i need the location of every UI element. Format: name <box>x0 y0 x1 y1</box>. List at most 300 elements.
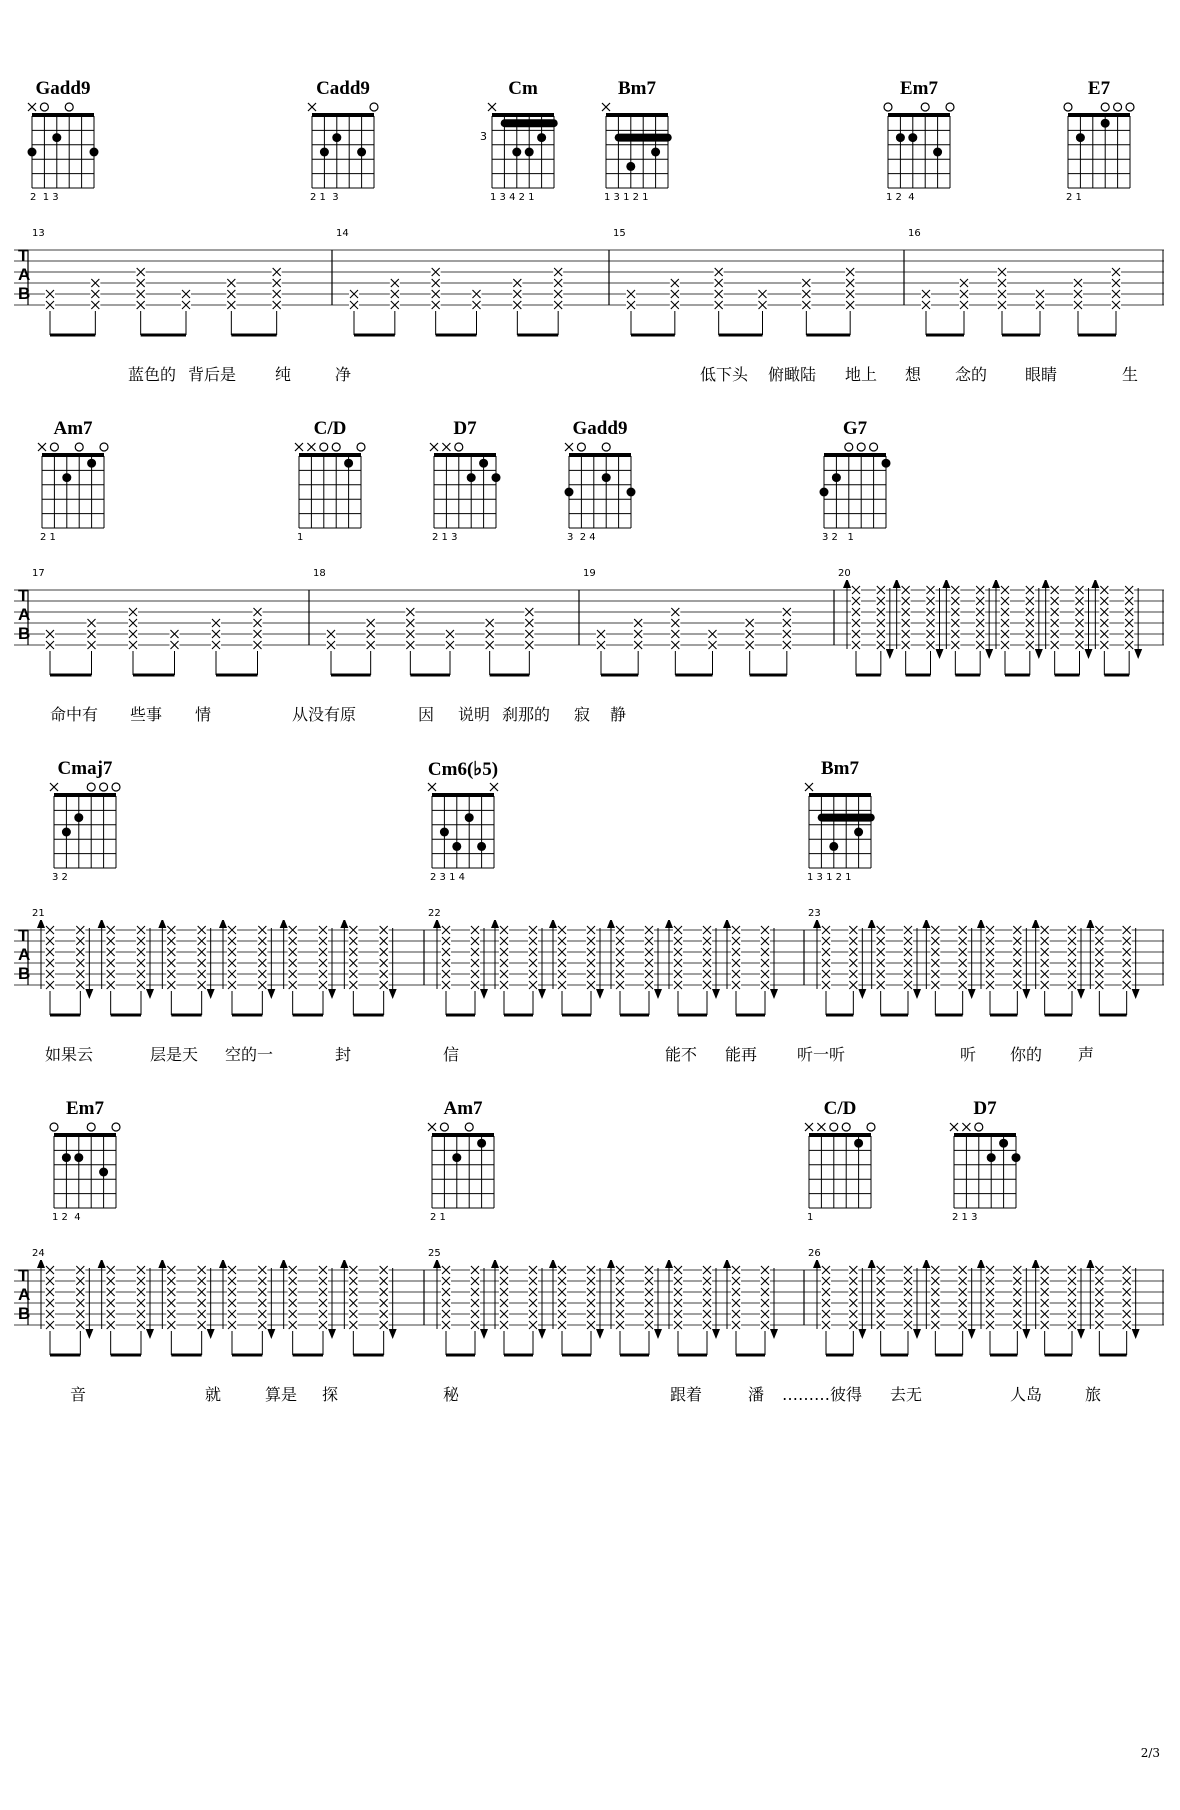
strum-stroke <box>1042 580 1060 675</box>
measure-number: 21 <box>32 908 45 919</box>
finger-dot <box>1101 119 1110 128</box>
strum-stroke <box>644 1265 662 1355</box>
strum-stroke <box>553 267 563 335</box>
chord-name: D7 <box>453 418 477 439</box>
muted-string-mark <box>430 443 438 451</box>
chord-name: Em7 <box>66 1098 104 1119</box>
barre-mark <box>615 134 672 142</box>
lyric-text: 算是 <box>265 1385 298 1404</box>
open-string-mark <box>40 103 48 111</box>
chord-name: C/D <box>313 418 347 439</box>
finger-dot <box>987 1153 996 1162</box>
strum-stroke <box>170 629 180 675</box>
strum-stroke <box>813 920 831 1015</box>
strum-stroke <box>470 1265 488 1355</box>
strum-stroke <box>491 920 509 1015</box>
strum-stroke <box>37 920 55 1015</box>
strum-stroke <box>922 920 940 1015</box>
strum-stroke <box>633 618 643 675</box>
tab-staff-system <box>14 908 1164 990</box>
strum-stroke <box>433 920 451 1015</box>
lyric-text: 能再 <box>725 1045 758 1064</box>
lyric-text: 去无 <box>890 1385 923 1404</box>
muted-string-mark <box>295 443 303 451</box>
tab-clef-label: TAB <box>18 1266 31 1323</box>
strum-stroke <box>366 618 376 675</box>
strum-stroke <box>379 925 397 1015</box>
strum-stroke <box>1086 1260 1104 1355</box>
strum-stroke <box>868 1260 886 1355</box>
muted-string-mark <box>488 103 496 111</box>
muted-string-mark <box>602 103 610 111</box>
open-string-mark <box>87 1123 95 1131</box>
muted-string-mark <box>428 783 436 791</box>
finger-numbers: 1 3 4 2 1 <box>490 192 535 203</box>
open-string-mark <box>1064 103 1072 111</box>
strum-stroke <box>702 1265 720 1355</box>
open-string-mark <box>921 103 929 111</box>
finger-dot <box>467 473 476 482</box>
strum-stroke <box>670 278 680 335</box>
finger-dot <box>479 459 488 468</box>
finger-numbers: 2 1 <box>40 532 56 543</box>
strum-stroke <box>702 925 720 1015</box>
lyric-text: 因 <box>418 705 435 724</box>
strum-stroke <box>318 925 336 1015</box>
strum-stroke <box>75 1265 93 1355</box>
strum-stroke <box>926 585 944 675</box>
strum-stroke <box>390 278 400 335</box>
finger-numbers: 1 <box>807 1212 814 1223</box>
tab-clef-label: TAB <box>18 246 31 303</box>
lyric-text: 听一听 <box>797 1045 846 1064</box>
lyric-text: 净 <box>335 365 352 384</box>
lyric-text: 探 <box>322 1385 339 1404</box>
strum-stroke <box>921 289 931 335</box>
lyric-text: 你的 <box>1010 1045 1043 1064</box>
open-string-mark <box>50 1123 58 1131</box>
strum-stroke <box>714 267 724 335</box>
open-string-mark <box>370 103 378 111</box>
measure-number: 15 <box>613 228 626 239</box>
strum-stroke <box>445 629 455 675</box>
lyric-text: 背后是 <box>188 365 237 384</box>
lyric-text: 旅 <box>1085 1385 1102 1404</box>
strum-stroke <box>226 278 236 335</box>
lyric-text: 纯 <box>275 365 292 384</box>
finger-dot <box>452 842 461 851</box>
muted-string-mark <box>38 443 46 451</box>
open-string-mark <box>65 103 73 111</box>
muted-string-mark <box>490 783 498 791</box>
lyric-text: 能不 <box>665 1045 698 1064</box>
strum-stroke <box>219 920 237 1015</box>
open-string-mark <box>842 1123 850 1131</box>
strum-stroke <box>745 618 755 675</box>
strum-stroke <box>665 920 683 1015</box>
strum-stroke <box>670 607 680 675</box>
strum-stroke <box>197 925 215 1015</box>
open-string-mark <box>845 443 853 451</box>
lyric-text: ………彼得 <box>782 1385 863 1404</box>
open-string-mark <box>100 783 108 791</box>
strum-stroke <box>942 580 960 675</box>
open-string-mark <box>830 1123 838 1131</box>
tab-staff-system <box>14 568 1164 650</box>
lyric-text: 如果云 <box>45 1045 94 1064</box>
lyric-text: 蓝色的 <box>128 365 177 384</box>
strum-stroke <box>75 925 93 1015</box>
finger-dot <box>651 148 660 157</box>
strum-stroke <box>491 1260 509 1355</box>
lyric-text: 音 <box>70 1385 87 1404</box>
strum-stroke <box>876 585 894 675</box>
strum-stroke <box>340 920 358 1015</box>
finger-dot <box>477 1139 486 1148</box>
strum-stroke <box>431 267 441 335</box>
lyric-text: 声 <box>1078 1045 1095 1064</box>
finger-dot <box>87 459 96 468</box>
finger-dot <box>62 828 71 837</box>
open-string-mark <box>602 443 610 451</box>
muted-string-mark <box>565 443 573 451</box>
strum-stroke <box>158 920 176 1015</box>
strum-stroke <box>1075 585 1093 675</box>
strum-stroke <box>136 1265 154 1355</box>
strum-stroke <box>723 920 741 1015</box>
muted-string-mark <box>817 1123 825 1131</box>
strum-stroke <box>272 267 282 335</box>
lyric-text: 念的 <box>955 365 988 384</box>
finger-numbers: 2 1 3 <box>952 1212 978 1223</box>
lyric-text: 命中有 <box>50 705 99 724</box>
open-string-mark <box>1101 103 1109 111</box>
finger-dot <box>882 459 891 468</box>
lyric-text: 些事 <box>130 705 163 724</box>
muted-string-mark <box>308 103 316 111</box>
strum-stroke <box>922 1260 940 1355</box>
finger-dot <box>854 828 863 837</box>
muted-string-mark <box>962 1123 970 1131</box>
strum-stroke <box>1012 925 1030 1015</box>
strum-stroke <box>708 629 718 675</box>
chord-name: Gadd9 <box>572 418 628 439</box>
strum-stroke <box>280 1260 298 1355</box>
muted-string-mark <box>428 1123 436 1131</box>
strum-stroke <box>782 607 792 675</box>
strum-stroke <box>197 1265 215 1355</box>
tab-staff-system <box>14 1248 1164 1330</box>
strum-stroke <box>1111 267 1121 335</box>
strum-stroke <box>1073 278 1083 335</box>
strum-stroke <box>1025 585 1043 675</box>
chord-name: D7 <box>973 1098 997 1119</box>
finger-dot <box>565 488 574 497</box>
strum-stroke <box>349 289 359 335</box>
finger-dot <box>320 148 329 157</box>
strum-stroke <box>845 267 855 335</box>
tab-staff <box>14 920 1164 1040</box>
chord-name: Bm7 <box>821 758 859 779</box>
strum-stroke <box>626 289 636 335</box>
finger-dot <box>52 133 61 142</box>
chord-name: G7 <box>842 418 868 439</box>
strum-stroke <box>644 925 662 1015</box>
finger-dot <box>908 133 917 142</box>
open-string-mark <box>867 1123 875 1131</box>
lyric-text: 就 <box>205 1385 222 1404</box>
strum-stroke <box>596 629 606 675</box>
fret-number: 3 <box>480 130 487 143</box>
lyric-text: 层是天 <box>150 1045 199 1064</box>
strum-stroke <box>959 278 969 335</box>
measure-number: 24 <box>32 1248 45 1259</box>
page-number: 2/3 <box>1140 1746 1160 1760</box>
open-string-mark <box>577 443 585 451</box>
lyric-text: 低下头 <box>700 365 749 384</box>
strum-stroke <box>98 920 116 1015</box>
muted-string-mark <box>805 1123 813 1131</box>
lyric-text: 潘 <box>748 1385 765 1404</box>
measure-number: 14 <box>336 228 349 239</box>
open-string-mark <box>50 443 58 451</box>
strum-stroke <box>607 920 625 1015</box>
lyric-text: 说明 <box>458 705 491 724</box>
finger-dot <box>28 148 37 157</box>
muted-string-mark <box>307 443 315 451</box>
strum-stroke <box>1032 920 1050 1015</box>
open-string-mark <box>112 1123 120 1131</box>
finger-dot <box>90 148 99 157</box>
chord-name: Cm <box>508 78 538 99</box>
finger-dot <box>452 1153 461 1162</box>
strum-stroke <box>1122 925 1140 1015</box>
strum-stroke <box>219 1260 237 1355</box>
finger-dot <box>74 1153 83 1162</box>
lyric-text: 俯瞰陆 <box>768 365 817 384</box>
strum-stroke <box>813 1260 831 1355</box>
measure-number: 26 <box>808 1248 821 1259</box>
finger-dot <box>1012 1153 1021 1162</box>
lyric-text: 秘 <box>443 1385 460 1404</box>
open-string-mark <box>857 443 865 451</box>
strum-stroke <box>181 289 191 335</box>
finger-numbers: 3 2 1 <box>822 532 854 543</box>
muted-string-mark <box>442 443 450 451</box>
chord-name: Em7 <box>900 78 938 99</box>
finger-dot <box>74 813 83 822</box>
open-string-mark <box>946 103 954 111</box>
finger-dot <box>62 1153 71 1162</box>
strum-stroke <box>665 1260 683 1355</box>
strum-stroke <box>586 925 604 1015</box>
finger-dot <box>525 148 534 157</box>
tab-staff <box>14 1260 1164 1380</box>
lyric-text: 静 <box>610 705 627 724</box>
strum-stroke <box>45 629 55 675</box>
finger-dot <box>832 473 841 482</box>
lyric-text: 生 <box>1122 365 1139 384</box>
measure-number: 20 <box>838 568 851 579</box>
muted-string-mark <box>805 783 813 791</box>
finger-dot <box>627 488 636 497</box>
finger-dot <box>344 459 353 468</box>
measure-number: 16 <box>908 228 921 239</box>
measure-number: 19 <box>583 568 596 579</box>
finger-numbers: 1 <box>297 532 304 543</box>
lyric-text: 空的一 <box>225 1045 274 1064</box>
strum-stroke <box>1091 580 1109 675</box>
lyric-text: 地上 <box>845 365 878 384</box>
strum-stroke <box>158 1260 176 1355</box>
strum-stroke <box>760 1265 778 1355</box>
open-string-mark <box>112 783 120 791</box>
finger-numbers: 1 3 1 2 1 <box>604 192 649 203</box>
strum-stroke <box>723 1260 741 1355</box>
finger-dot <box>829 842 838 851</box>
finger-dot <box>465 813 474 822</box>
strum-stroke <box>528 925 546 1015</box>
strum-stroke <box>433 1260 451 1355</box>
strum-stroke <box>1012 1265 1030 1355</box>
strum-stroke <box>958 925 976 1015</box>
strum-stroke <box>512 278 522 335</box>
finger-dot <box>602 473 611 482</box>
lyric-text: 眼睛 <box>1025 365 1058 384</box>
finger-dot <box>62 473 71 482</box>
open-string-mark <box>357 443 365 451</box>
open-string-mark <box>455 443 463 451</box>
strum-stroke <box>87 618 97 675</box>
open-string-mark <box>975 1123 983 1131</box>
strum-stroke <box>45 289 55 335</box>
strum-stroke <box>326 629 336 675</box>
lyric-text: 封 <box>335 1045 352 1064</box>
finger-numbers: 3 2 4 <box>567 532 596 543</box>
measure-number: 18 <box>313 568 326 579</box>
strum-stroke <box>848 1265 866 1355</box>
strum-stroke <box>958 1265 976 1355</box>
finger-dot <box>820 488 829 497</box>
strum-stroke <box>868 920 886 1015</box>
strum-stroke <box>549 1260 567 1355</box>
strum-stroke <box>997 267 1007 335</box>
finger-dot <box>332 133 341 142</box>
strum-stroke <box>977 1260 995 1355</box>
barre-mark <box>501 119 558 127</box>
chord-name: Bm7 <box>618 78 656 99</box>
open-string-mark <box>1126 103 1134 111</box>
tab-staff <box>14 580 1164 700</box>
open-string-mark <box>465 1123 473 1131</box>
strum-stroke <box>37 1260 55 1355</box>
open-string-mark <box>870 443 878 451</box>
strum-stroke <box>893 580 911 675</box>
strum-stroke <box>760 925 778 1015</box>
strum-stroke <box>1067 1265 1085 1355</box>
finger-dot <box>512 148 521 157</box>
lyric-text: 寂 <box>574 705 591 724</box>
strum-stroke <box>405 607 415 675</box>
strum-stroke <box>843 580 861 675</box>
lyric-text: 跟着 <box>670 1385 703 1404</box>
strum-stroke <box>340 1260 358 1355</box>
finger-dot <box>999 1139 1008 1148</box>
strum-stroke <box>90 278 100 335</box>
strum-stroke <box>211 618 221 675</box>
open-string-mark <box>884 103 892 111</box>
strum-stroke <box>318 1265 336 1355</box>
finger-dot <box>896 133 905 142</box>
lyric-text: 信 <box>443 1045 460 1064</box>
strum-stroke <box>528 1265 546 1355</box>
strum-stroke <box>975 585 993 675</box>
open-string-mark <box>1114 103 1122 111</box>
open-string-mark <box>320 443 328 451</box>
strum-stroke <box>903 925 921 1015</box>
strum-stroke <box>903 1265 921 1355</box>
strum-stroke <box>1067 925 1085 1015</box>
strum-stroke <box>586 1265 604 1355</box>
finger-numbers: 2 1 3 <box>432 532 458 543</box>
lyric-text: 刹那的 <box>502 705 551 724</box>
muted-string-mark <box>950 1123 958 1131</box>
strum-stroke <box>992 580 1010 675</box>
chord-name: E7 <box>1087 78 1111 99</box>
measure-number: 13 <box>32 228 45 239</box>
finger-numbers: 2 1 <box>1066 192 1082 203</box>
finger-numbers: 2 1 3 <box>310 192 339 203</box>
strum-stroke <box>1032 1260 1050 1355</box>
finger-numbers: 1 2 4 <box>886 192 915 203</box>
muted-string-mark <box>50 783 58 791</box>
measure-number: 17 <box>32 568 45 579</box>
measure-number: 23 <box>808 908 821 919</box>
finger-dot <box>854 1139 863 1148</box>
strum-stroke <box>848 925 866 1015</box>
finger-numbers: 1 2 4 <box>52 1212 81 1223</box>
chord-name: Cm6(♭5) <box>427 759 499 780</box>
chord-name: Am7 <box>443 1098 483 1119</box>
lyric-text: 从没有原 <box>292 705 357 724</box>
chord-name: Cadd9 <box>316 78 370 99</box>
finger-dot <box>933 148 942 157</box>
tab-clef-label: TAB <box>18 926 31 983</box>
open-string-mark <box>332 443 340 451</box>
strum-stroke <box>472 289 482 335</box>
strum-stroke <box>607 1260 625 1355</box>
strum-stroke <box>470 925 488 1015</box>
measure-number: 22 <box>428 908 441 919</box>
strum-stroke <box>485 618 495 675</box>
chord-name: C/D <box>823 1098 857 1119</box>
strum-stroke <box>136 925 154 1015</box>
lyric-text: 听 <box>960 1045 977 1064</box>
lyric-text: 情 <box>195 705 212 724</box>
chord-name: Am7 <box>53 418 93 439</box>
barre-mark <box>818 814 875 822</box>
finger-numbers: 2 1 3 <box>30 192 59 203</box>
lyric-text: 想 <box>905 365 922 384</box>
strum-stroke <box>128 607 138 675</box>
finger-numbers: 1 3 1 2 1 <box>807 872 852 883</box>
strum-stroke <box>758 289 768 335</box>
tab-staff <box>14 240 1164 360</box>
finger-dot <box>357 148 366 157</box>
strum-stroke <box>253 607 263 675</box>
finger-dot <box>1076 133 1085 142</box>
chord-name: Gadd9 <box>35 78 91 99</box>
